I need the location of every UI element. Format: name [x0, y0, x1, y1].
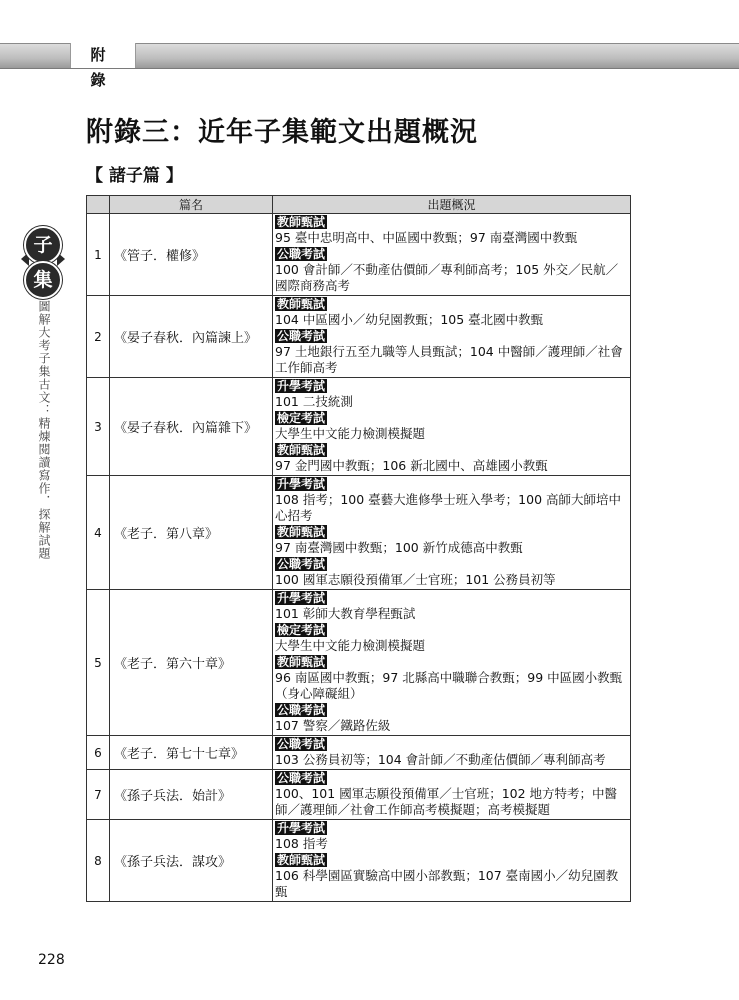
exam-detail: 97 土地銀行五至九職等人員甄試；104 中醫師／護理師／社會工作師高考	[275, 344, 623, 375]
exam-detail: 96 南區國中教甄；97 北縣高中職聯合教甄；99 中區國小教甄（身心障礙組）	[275, 670, 623, 701]
side-char-top: 子	[24, 226, 62, 264]
exam-detail: 100 國軍志願役預備軍／士官班；101 公務員初等	[275, 572, 556, 587]
exam-category-tag: 公職考試	[277, 771, 326, 785]
exam-category-tag: 檢定考試	[277, 411, 326, 425]
row-title: 《晏子春秋．內篇諫上》	[110, 296, 273, 378]
table-row	[87, 770, 631, 820]
row-title: 《老子．第六十章》	[110, 590, 273, 736]
table-row	[87, 214, 631, 296]
exam-category-tag: 升學考試	[277, 379, 326, 393]
header-num	[87, 196, 110, 214]
exam-category-tag: 公職考試	[277, 557, 326, 571]
exam-category-tag: 公職考試	[277, 329, 326, 343]
row-exams	[273, 820, 631, 902]
exam-category-tag: 教師甄試	[277, 297, 326, 311]
exam-detail: 97 南臺灣國中教甄；100 新竹成德高中教甄	[275, 540, 523, 555]
exam-category-tag: 教師甄試	[277, 853, 326, 867]
row-number: 6	[87, 736, 110, 770]
exam-category-tag: 檢定考試	[277, 623, 326, 637]
exam-category-tag: 公職考試	[277, 703, 326, 717]
row-title: 《老子．第七十七章》	[110, 736, 273, 770]
side-char-bottom: 集	[24, 261, 62, 299]
table-row	[87, 590, 631, 736]
row-title: 《老子．第八章》	[110, 476, 273, 590]
exam-detail: 107 警察／鐵路佐級	[275, 718, 391, 733]
exam-detail: 101 彰師大教育學程甄試	[275, 606, 416, 621]
exam-detail: 108 指考	[275, 836, 328, 851]
row-number: 7	[87, 770, 110, 820]
exam-table-grid	[86, 195, 631, 902]
row-exams	[273, 296, 631, 378]
row-title: 《晏子春秋．內篇雜下》	[110, 378, 273, 476]
exam-category-tag: 升學考試	[277, 477, 326, 491]
exam-category-tag: 升學考試	[277, 821, 326, 835]
row-number: 2	[87, 296, 110, 378]
table-row	[87, 476, 631, 590]
table-row	[87, 296, 631, 378]
row-title: 《孫子兵法．始計》	[110, 770, 273, 820]
exam-category-tag: 教師甄試	[277, 655, 326, 669]
side-badge	[23, 226, 63, 299]
page-title: 附錄三：近年子集範文出題概況	[86, 117, 478, 148]
table-row	[87, 378, 631, 476]
header-section-label: 附 錄	[70, 43, 136, 68]
exam-detail: 100 會計師／不動產估價師／專利師高考；105 外交／民航／國際商務高考	[275, 262, 619, 293]
row-title: 《孫子兵法．謀攻》	[110, 820, 273, 902]
row-number: 4	[87, 476, 110, 590]
table-header-row	[87, 196, 631, 214]
section-label: 【 諸子篇 】	[86, 166, 183, 186]
exam-detail: 106 科學園區實驗高中國小部教甄；107 臺南國小／幼兒園教甄	[275, 868, 619, 899]
exam-table	[86, 195, 630, 902]
table-row	[87, 820, 631, 902]
row-exams	[273, 770, 631, 820]
exam-detail: 97 金門國中教甄；106 新北國中、高雄國小教甄	[275, 458, 548, 473]
table-row	[87, 736, 631, 770]
header-name: 篇名	[110, 196, 273, 214]
exam-detail: 大學生中文能力檢測模擬題	[275, 426, 426, 441]
row-title: 《管子．權修》	[110, 214, 273, 296]
row-number: 1	[87, 214, 110, 296]
exam-detail: 103 公務員初等；104 會計師／不動產估價師／專利師高考	[275, 752, 606, 767]
page-number: 228	[38, 952, 65, 968]
exam-category-tag: 教師甄試	[277, 525, 326, 539]
table-body	[87, 214, 631, 902]
exam-detail: 101 二技統測	[275, 394, 353, 409]
exam-detail: 100、101 國軍志願役預備軍／士官班；102 地方特考；中醫師／護理師／社會工作師高考模擬題；高考模擬題	[275, 786, 618, 817]
exam-detail: 104 中區國小／幼兒園教甄；105 臺北國中教甄	[275, 312, 544, 327]
row-number: 3	[87, 378, 110, 476]
header-exams: 出題概況	[273, 196, 631, 214]
exam-category-tag: 教師甄試	[277, 215, 326, 229]
row-exams	[273, 378, 631, 476]
side-caption: 圖解大考子集古文：精煉閱讀寫作．探解試題	[37, 300, 51, 560]
exam-category-tag: 教師甄試	[277, 443, 326, 457]
exam-detail: 95 臺中忠明高中、中區國中教甄；97 南臺灣國中教甄	[275, 230, 578, 245]
exam-category-tag: 公職考試	[277, 247, 326, 261]
row-number: 8	[87, 820, 110, 902]
row-exams	[273, 590, 631, 736]
exam-category-tag: 公職考試	[277, 737, 326, 751]
row-number: 5	[87, 590, 110, 736]
row-exams	[273, 476, 631, 590]
row-exams	[273, 214, 631, 296]
row-exams	[273, 736, 631, 770]
exam-detail: 大學生中文能力檢測模擬題	[275, 638, 426, 653]
exam-detail: 108 指考；100 臺藝大進修學士班入學考；100 高師大師培中心招考	[275, 492, 621, 523]
exam-category-tag: 升學考試	[277, 591, 326, 605]
